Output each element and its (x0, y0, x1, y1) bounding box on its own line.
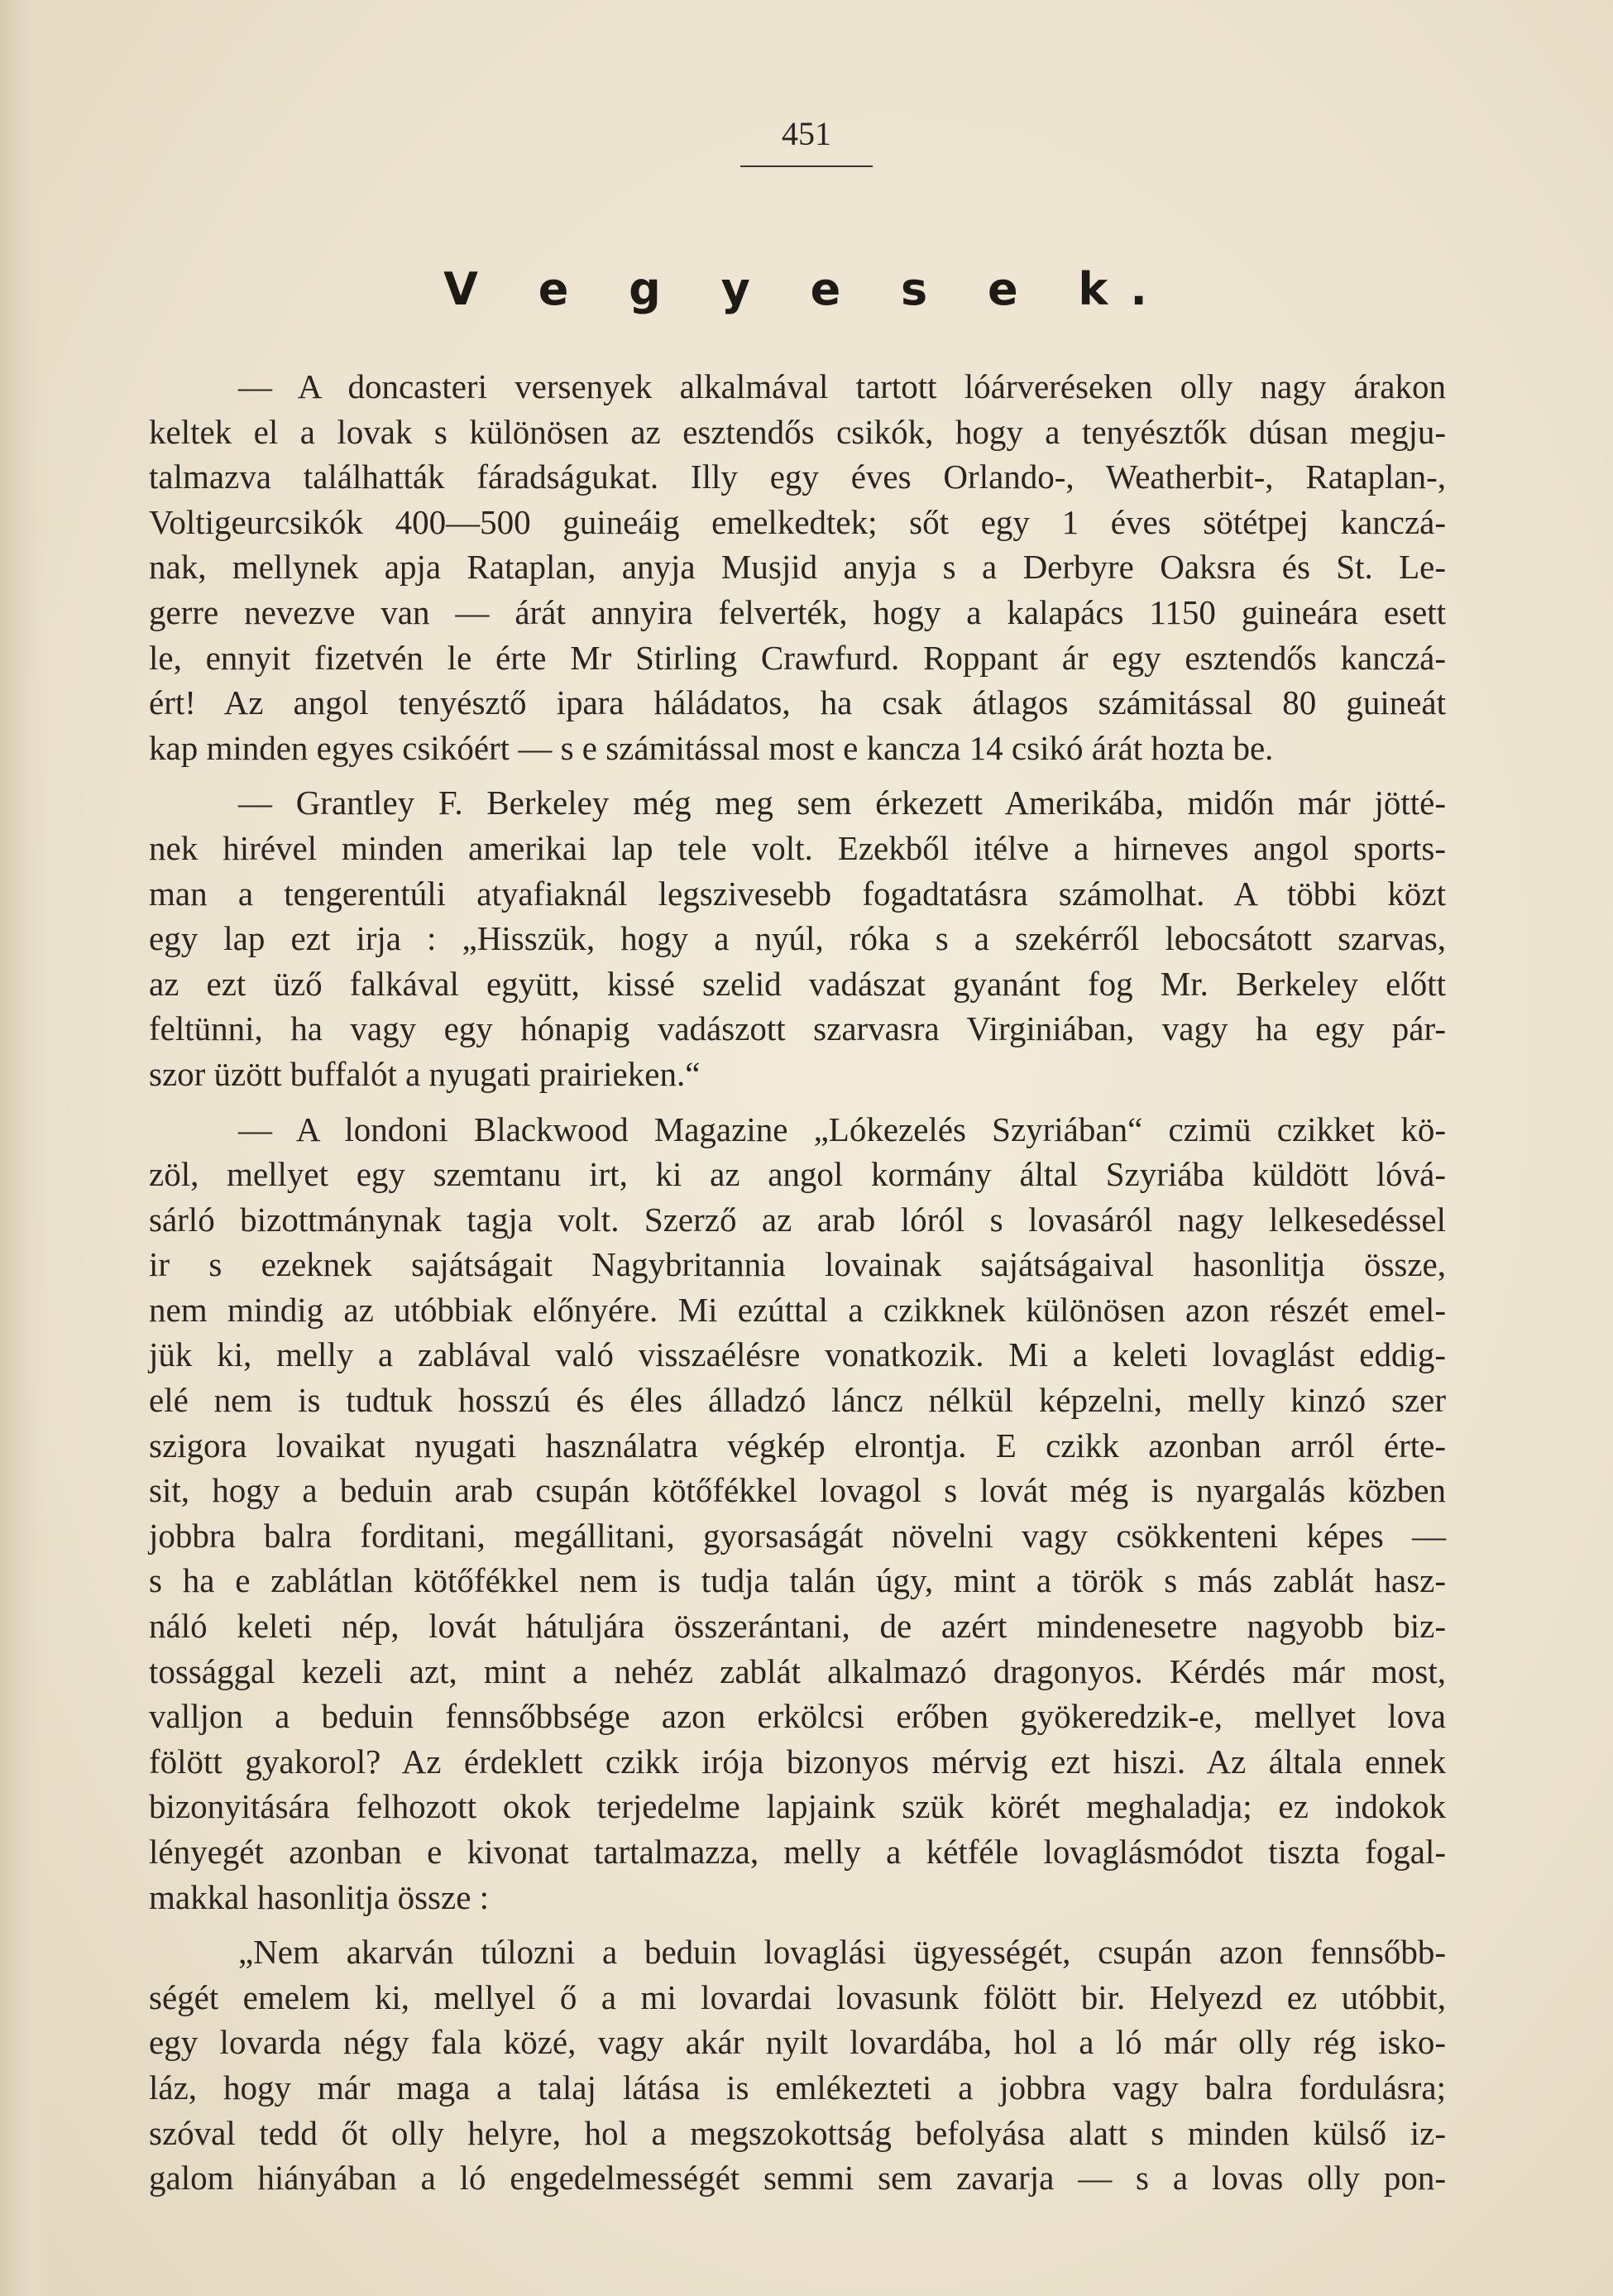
text-line: galom hiányában a ló engedelmességét semmi sem zavarja — s a lovas olly pon- (149, 2159, 1446, 2198)
text-line: egy lovarda négy fala közé, vagy akár nyilt lovardába, hol a ló már olly rég isko- (149, 2023, 1446, 2062)
text-line: ségét emelem ki, mellyel ő a mi lovardai lovasunk fölött bir. Helyezd ez utóbbit, (149, 1977, 1446, 2016)
text-line: kap minden egyes csikóért — s e számitással most e kancza 14 csikó árát hozta be. (149, 728, 1274, 767)
paragraph-blackwood-magazine (149, 1107, 1446, 1920)
spine-shadow (0, 0, 50, 2296)
article-body (149, 364, 1446, 2201)
text-line: sit, hogy a beduin arab csupán kötőfékkel lovagol s lovát még is nyargalás közben (149, 1471, 1446, 1510)
text-line: — Grantley F. Berkeley még meg sem érkezett Amerikába, midőn már jötté- (238, 784, 1446, 822)
text-line: bizonyitására felhozott okok terjedelme lapjaink szük körét meghaladja; ez indokok (149, 1787, 1446, 1826)
text-line: nak, mellynek apja Rataplan, anyja Musjid anyja s a Derbyre Oaksra és St. Le- (149, 548, 1446, 587)
paragraph-berkeley-america (149, 780, 1446, 1096)
text-line: s ha e zablátlan kötőfékkel nem is tudja talán úgy, mint a török s más zablát hasz- (149, 1561, 1446, 1600)
text-line: tossággal kezeli azt, mint a nehéz zablát alkalmazó dragonyos. Kérdés már most, (149, 1651, 1446, 1690)
text-line: zöl, mellyet egy szemtanu irt, ki az angol kormány által Szyriába küldött lóvá- (149, 1155, 1446, 1194)
page-number: 451 (782, 115, 831, 152)
text-line: man a tengerentúli atyafiaknál legszivesebb fogadtatásra számolhat. A többi közt (149, 874, 1446, 913)
text-line: fölött gyakorol? Az érdeklett czikk irója bizonyos mérvig ezt hiszi. Az általa ennek (149, 1742, 1446, 1781)
text-line: jobbra balra forditani, megállitani, gyorsaságát növelni vagy csökkenteni képes — (149, 1516, 1446, 1555)
text-line: „Nem akarván túlozni a beduin lovaglási ügyességét, csupán azon fennsőbb- (238, 1933, 1446, 1972)
text-line: valljon a beduin fennsőbbsége azon erkölcsi erőben gyökeredzik-e, mellyet lova (149, 1697, 1446, 1736)
text-line: gerre nevezve van — árát annyira felverték, hogy a kalapács 1150 guineára esett (149, 592, 1446, 631)
text-line: sárló bizottmánynak tagja volt. Szerző az arab lóról s lovasáról nagy lelkesedéssel (149, 1200, 1446, 1239)
text-line: jük ki, melly a zablával való visszaélésre vonatkozik. Mi a keleti lovaglást eddig- (149, 1335, 1446, 1374)
text-line: szóval tedd őt olly helyre, hol a megszokottság befolyása alatt s minden külső iz- (149, 2113, 1446, 2152)
text-line: az ezt üző falkával együtt, kissé szelid vadászat gyanánt fog Mr. Berkeley előtt (149, 964, 1446, 1003)
page-number-rule (740, 165, 873, 167)
text-line: ért! Az angol tenyésztő ipara háládatos, ha csak átlagos számitással 80 guineát (149, 683, 1446, 722)
text-line: makkal hasonlitja össze : (149, 1877, 490, 1916)
text-line: feltünni, ha vagy egy hónapig vadászott szarvasra Virginiában, vagy ha egy pár- (149, 1009, 1446, 1048)
text-line: Voltigeurcsikók 400—500 guineáig emelkedtek; sőt egy 1 éves sötétpej kanczá- (149, 502, 1446, 541)
paragraph-doncaster-auction (149, 364, 1446, 770)
text-line: — A doncasteri versenyek alkalmával tartott lóárveréseken olly nagy árakon (238, 367, 1446, 405)
text-line: náló keleti nép, lovát hátuljára összerántani, de azért mindenesetre nagyobb biz- (149, 1607, 1446, 1646)
text-line: szor üzött buffalót a nyugati prairieken.“ (149, 1054, 701, 1093)
text-line: elé nem is tudtuk hosszú és éles álladzó láncz nélkül képzelni, melly kinzó szer (149, 1381, 1446, 1420)
text-line: nek hirével minden amerikai lap tele volt. Ezekből itélve a hirneves angol sports- (149, 828, 1446, 867)
section-heading: V e g y e s e k. (443, 263, 1170, 315)
text-line: talmazva találhatták fáradságukat. Illy egy éves Orlando-, Weatherbit-, Rataplan-, (149, 458, 1446, 496)
text-line: — A londoni Blackwood Magazine „Lókezelés Szyriában“ czimü czikket kö- (238, 1110, 1446, 1148)
text-line: szigora lovaikat nyugati használatra végkép elrontja. E czikk azonban arról érte- (149, 1426, 1446, 1464)
text-line: egy lap ezt irja : „Hisszük, hogy a nyúl, róka s a szekérről lebocsátott szarvas, (149, 919, 1446, 958)
text-line: le, ennyit fizetvén le érte Mr Stirling Crawfurd. Roppant ár egy esztendős kanczá- (149, 638, 1446, 677)
text-line: láz, hogy már maga a talaj látása is emlékezteti a jobbra vagy balra fordulásra; (149, 2068, 1446, 2107)
text-line: lényegét azonban e kivonat tartalmazza, melly a kétféle lovaglásmódot tiszta fogal- (149, 1833, 1446, 1871)
text-line: keltek el a lovak s különösen az esztendős csikók, hogy a tenyésztők dúsan megju- (149, 412, 1446, 451)
paragraph-quotation (149, 1929, 1446, 2201)
text-line: nem mindig az utóbbiak előnyére. Mi ezúttal a czikknek különösen azon részét emel- (149, 1290, 1446, 1329)
text-line: ir s ezeknek sajátságait Nagybritannia lovainak sajátságaival hasonlitja össze, (149, 1245, 1446, 1284)
